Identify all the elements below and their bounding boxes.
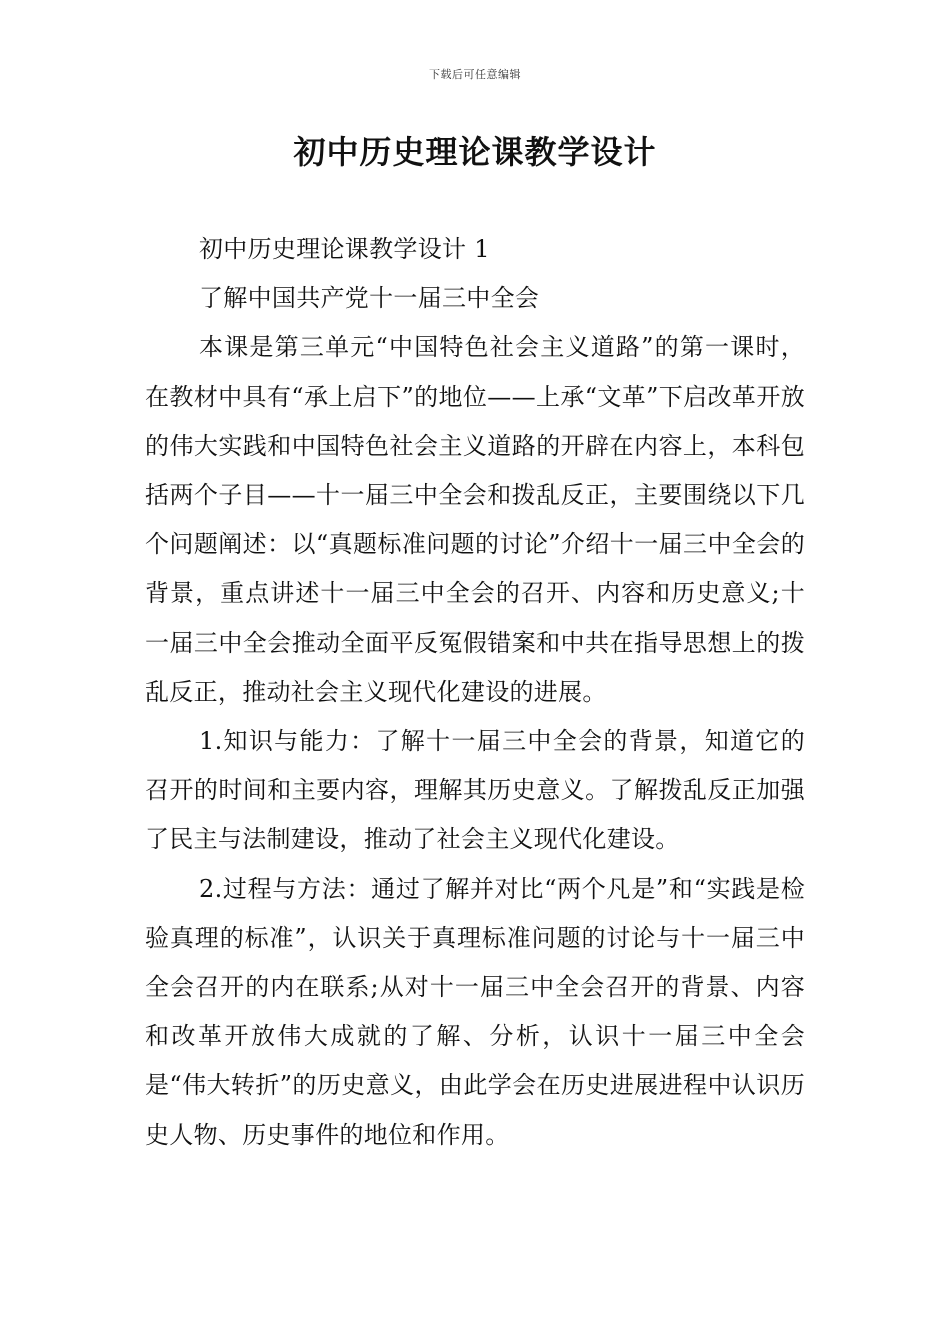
- document-body: [145, 225, 805, 1160]
- document-title: 初中历史理论课教学设计: [293, 133, 657, 171]
- section-heading: 初中历史理论课教学设计 1: [199, 235, 490, 263]
- objective-knowledge: 1.知识与能力：了解十一届三中全会的背景，知道它的召开的时间和主要内容，理解其历史意义。了解拨乱反正加强了民主与法制建设，推动了社会主义现代化建设。: [145, 727, 805, 854]
- objective-process: 2.过程与方法：通过了解并对比“两个凡是”和“实践是检验真理的标准”，认识关于真理标准问题的讨论与十一届三中全会召开的内在联系;从对十一届三中全会召开的背景、内容和改革开放伟大成就的了解、分析，认识十一届三中全会是“伟大转折”的历史意义，由此学会在历史进展进程中认识历史人物、历史事件的地位和作用。: [145, 874, 805, 1149]
- lesson-topic: 了解中国共产党十一届三中全会: [199, 284, 540, 313]
- header-note: 下载后可任意编辑: [429, 68, 521, 81]
- body-paragraph: 本课是第三单元“中国特色社会主义道路”的第一课时，在教材中具有“承上启下”的地位——上承“文革”下启改革开放的伟大实践和中国特色社会主义道路的开辟在内容上，本科包括两个子目——十一届三中全会和拨乱反正，主要围绕以下几个问题阐述：以“真题标准问题的讨论”介绍十一届三中全会的背景，重点讲述十一届三中全会的召开、内容和历史意义;十一届三中全会推动全面平反冤假错案和中共在指导思想上的拨乱反正，推动社会主义现代化建设的进展。: [145, 333, 805, 706]
